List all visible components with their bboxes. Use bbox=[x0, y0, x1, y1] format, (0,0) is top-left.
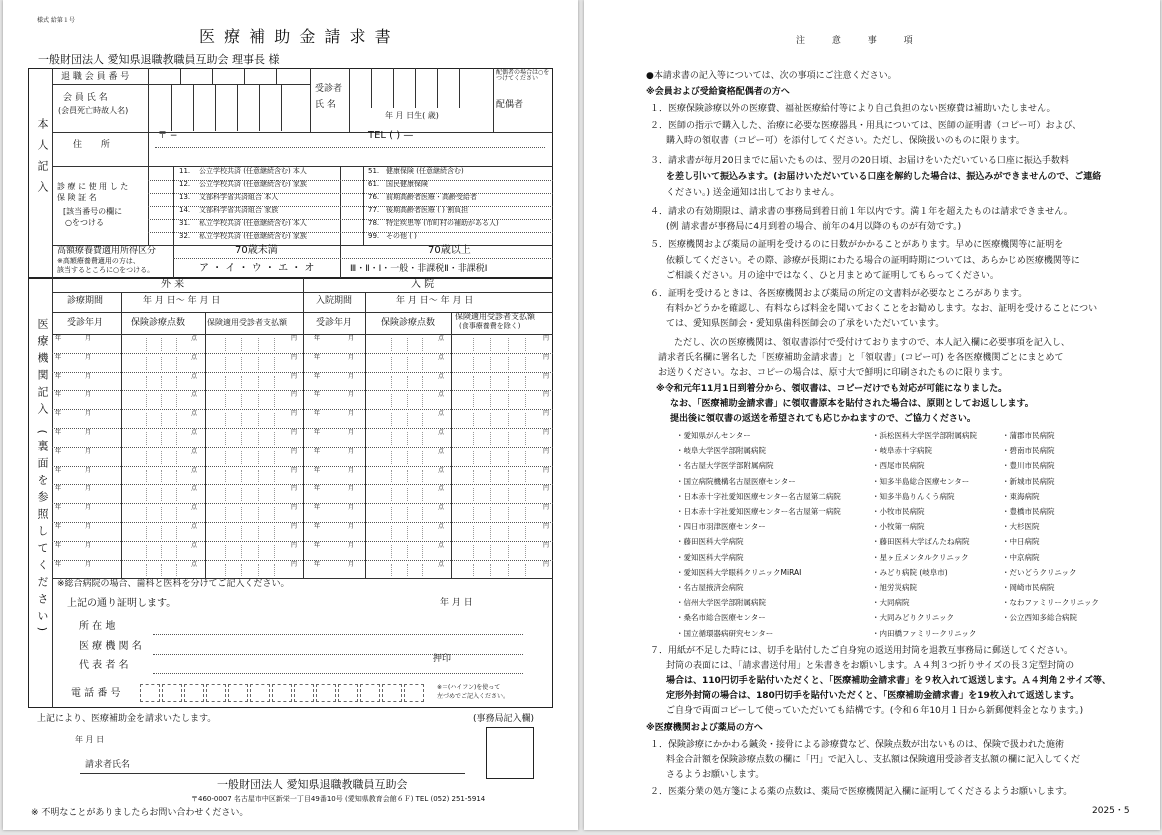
hospital-item: ・星ヶ丘メンタルクリニック bbox=[872, 552, 969, 562]
hospital-item: ・大同病院 bbox=[872, 598, 910, 608]
cell-unit: 年 bbox=[55, 391, 62, 399]
note-4: ４．請求の有効期限は、請求書の事務局到着日前１年以内です。満１年を超えたものは請求できません。 bbox=[650, 207, 1073, 217]
cell-unit: 年 bbox=[55, 353, 62, 361]
cell-unit: 点 bbox=[191, 466, 198, 474]
table-row[interactable] bbox=[52, 503, 553, 522]
cell-unit: 年 bbox=[55, 560, 62, 568]
under70-label: 70歳未満 bbox=[235, 245, 278, 256]
table-row[interactable] bbox=[52, 390, 553, 409]
cell-unit: 円 bbox=[543, 372, 550, 380]
note-6: ６．証明を受けるときは、各医療機関および薬局の所定の文書料が必要なところがあります。 bbox=[650, 289, 1028, 299]
organization-address: 〒460-0007 名古屋市中区新栄一丁目49番10号 (愛知県教育会館６Ｆ) TEL (052) 251-5914 bbox=[191, 795, 486, 803]
cell-unit: 円 bbox=[543, 560, 550, 568]
notes-page bbox=[584, 0, 1160, 830]
phone-digit-box[interactable] bbox=[294, 684, 314, 702]
cell-unit: 月 bbox=[85, 504, 92, 512]
hospital-item: ・浜松医科大学医学部附属病院 bbox=[872, 431, 977, 440]
table-row[interactable] bbox=[52, 560, 553, 579]
members-heading: ※会員および受給資格配偶者の方へ bbox=[646, 87, 790, 97]
cell-unit: 円 bbox=[291, 391, 298, 399]
member-name-note: (会員死亡時故人名) bbox=[58, 106, 129, 115]
cell-unit: 月 bbox=[348, 523, 355, 530]
side-label-honnin: 本人記入 bbox=[36, 118, 49, 202]
hospital-item: ・日本赤十字社愛知医療センター名古屋第二病院 bbox=[676, 491, 841, 501]
cell-unit: 点 bbox=[191, 391, 198, 399]
hospital-item: ・岐阜大学医学部附属病院 bbox=[676, 446, 766, 456]
note-6-return: なお、「医療補助金請求書」に領収書原本を貼付された場合は、原則としてお返しします。 bbox=[670, 399, 1034, 409]
inst-note-1-cont-2: さるようお願いします。 bbox=[666, 770, 765, 780]
phone-digit-box[interactable] bbox=[184, 684, 204, 702]
cell-unit: 円 bbox=[291, 335, 298, 342]
insurance-code[interactable]: 31. bbox=[179, 219, 191, 227]
notes-intro: ●本請求書の記入等については、次の事項にご注意ください。 bbox=[646, 71, 897, 81]
cell-unit: 点 bbox=[191, 485, 198, 493]
insurance-option: 私立学校共済 (任意継続含む) 家族 bbox=[199, 232, 307, 240]
note-3-cont-2: ください。) 送金通知は出しておりません。 bbox=[666, 188, 840, 198]
cell-unit: 点 bbox=[191, 429, 198, 436]
date-of-birth: 年 月 日生( 歳) bbox=[385, 111, 439, 120]
note-7-cont-4: ご自身で両面コピーして使っていただいても結構です。(令和６年10月１日から新郵便料金となります。) bbox=[666, 706, 1084, 716]
cell-unit: 年 bbox=[55, 447, 62, 455]
note-6-exception: ただし、次の医療機関は、領収書添付で受付けておりますので、本人記入欄に必要事項を記入し、 bbox=[674, 338, 1070, 348]
cell-unit: 点 bbox=[438, 410, 445, 418]
cell-unit: 月 bbox=[348, 429, 355, 436]
insurance-option: 公立学校共済 (任意継続含む) 本人 bbox=[199, 167, 307, 175]
phone-digit-box[interactable] bbox=[360, 684, 380, 702]
cell-unit: 月 bbox=[85, 391, 92, 399]
insurance-code[interactable]: 11. bbox=[179, 167, 191, 175]
table-row[interactable] bbox=[52, 541, 553, 560]
hospital-item: ・豊川市民病院 bbox=[1002, 461, 1055, 471]
hospital-item: ・名古屋掖済会病院 bbox=[676, 583, 744, 592]
col-header-points: 保険診療点数 bbox=[131, 318, 186, 328]
table-row[interactable] bbox=[52, 447, 553, 466]
under70-options[interactable]: ア ・ イ ・ ウ ・ エ ・ オ bbox=[199, 263, 315, 274]
col-header-month-in: 受診年月 bbox=[316, 318, 353, 328]
side-label-iryo: 医療機関記入 (裏面を参照してください) bbox=[36, 318, 49, 638]
cell-unit: 点 bbox=[191, 372, 198, 380]
note-6-exception-2: 請求者氏名欄に署名した「医療補助金請求書」と「領収書」(コピー可) を各医療機関ごとにまとめて bbox=[658, 353, 1064, 363]
cell-unit: 点 bbox=[438, 466, 445, 474]
cell-unit: 年 bbox=[314, 504, 321, 512]
cell-unit: 年 bbox=[314, 541, 321, 549]
cell-unit: 点 bbox=[191, 447, 198, 455]
claimant-label: 請求者氏名 bbox=[85, 760, 131, 770]
hospital-item: ・国立病院機構名古屋医療センター bbox=[676, 476, 796, 486]
phone-digit-box[interactable] bbox=[272, 684, 292, 702]
member-name-input[interactable] bbox=[149, 85, 309, 131]
cell-unit: 月 bbox=[85, 466, 92, 474]
admission-period-label: 入院期間 bbox=[316, 296, 353, 306]
office-label: (事務局記入欄) bbox=[473, 714, 535, 724]
cell-unit: 円 bbox=[291, 560, 298, 568]
income-label: 高額療養費適用所得区分 bbox=[57, 246, 157, 256]
hospital-item: ・小牧市民病院 bbox=[872, 507, 925, 516]
hyphen-note: ※＝(ハイフン)を使って bbox=[437, 684, 501, 691]
cell-unit: 円 bbox=[543, 447, 550, 455]
cell-unit: 点 bbox=[191, 353, 198, 361]
cell-unit: 点 bbox=[438, 391, 445, 399]
cell-unit: 月 bbox=[348, 466, 355, 474]
insurance-option: 公立学校共済 (任意継続含む) 家族 bbox=[199, 180, 307, 188]
col-header-points-in: 保険診療点数 bbox=[381, 318, 436, 328]
cell-unit: 月 bbox=[348, 372, 355, 380]
certify-text: 上記の通り証明します。 bbox=[67, 598, 177, 609]
representative-label: 代 表 者 名 bbox=[79, 660, 129, 671]
insurance-instruction-2: ○をつける bbox=[65, 218, 104, 227]
income-note-2: 該当するところに○をつける。 bbox=[57, 266, 155, 274]
member-number-input[interactable] bbox=[148, 68, 310, 84]
cell-unit: 月 bbox=[85, 447, 92, 455]
phone-digit-box[interactable] bbox=[338, 684, 358, 702]
cell-unit: 円 bbox=[291, 523, 298, 530]
note-5: ５．医療機関および薬局の証明を受けるのに日数がかかることがあります。早めに医療機関等に証明を bbox=[650, 240, 1064, 250]
office-box bbox=[486, 727, 534, 779]
hospital-item: ・中日病院 bbox=[1002, 537, 1040, 547]
hospital-item: ・四日市羽津医療センター bbox=[676, 522, 766, 532]
cell-unit: 月 bbox=[85, 485, 92, 493]
note-4-example: (例 請求書が事務局に4月到着の場合、前年の4月以降のものが有効です。) bbox=[666, 222, 962, 232]
cell-unit: 点 bbox=[438, 353, 445, 361]
col-header-month: 受診年月 bbox=[67, 318, 104, 328]
cell-unit: 円 bbox=[291, 504, 298, 512]
hospital-item: ・碧南市民病院 bbox=[1002, 446, 1055, 456]
cell-unit: 年 bbox=[55, 541, 62, 549]
note-2-cont: 購入時の領収書（コピー可）を添付してください。ただし、保険扱いのものに限ります。 bbox=[666, 136, 1025, 146]
cell-unit: 点 bbox=[191, 504, 198, 512]
cell-unit: 円 bbox=[543, 391, 550, 399]
insurance-option: 文部科学省共済組合 本人 bbox=[199, 193, 279, 201]
cell-unit: 年 bbox=[314, 485, 321, 493]
cell-unit: 点 bbox=[438, 485, 445, 493]
note-3: ３．請求書が毎月20日までに届いたものは、翌月の20日頃、お届けをいただいている口座に振込手数料 bbox=[650, 156, 1069, 166]
cell-unit: 月 bbox=[85, 541, 92, 549]
cell-unit: 点 bbox=[191, 410, 198, 418]
insurance-label-2: 保 険 証 名 bbox=[57, 193, 97, 202]
phone-digit-box[interactable] bbox=[162, 684, 182, 702]
insurance-code[interactable]: 32. bbox=[179, 232, 191, 240]
phone-label: 電 話 番 号 bbox=[71, 688, 121, 699]
cell-unit: 点 bbox=[438, 372, 445, 380]
cell-unit: 月 bbox=[348, 353, 355, 361]
addressee: 一般財団法人 愛知県退職教職員互助会 理事長 様 bbox=[38, 53, 280, 66]
hospital-item: ・小牧第一病院 bbox=[872, 522, 925, 532]
institutions-heading: ※医療機関および薬局の方へ bbox=[646, 723, 763, 733]
address-label: 住 所 bbox=[73, 140, 118, 150]
insurance-option: 後期高齢者医療 ( ) 割負担 bbox=[386, 206, 469, 214]
cell-unit: 円 bbox=[291, 485, 298, 493]
hospital-item: ・藤田医科大学病院 bbox=[676, 537, 744, 547]
cell-unit: 点 bbox=[438, 447, 445, 455]
note-1: １．医療保険診療以外の医療費、福祉医療給付等により自己負担のない医療費は補助いたしません。 bbox=[650, 104, 1056, 114]
insurance-code[interactable]: 12. bbox=[179, 180, 191, 188]
cell-unit: 年 bbox=[314, 353, 321, 361]
cell-unit: 点 bbox=[438, 560, 445, 568]
hospital-item: ・知多半島りんくう病院 bbox=[872, 491, 955, 501]
hospital-item: ・愛知医科大学眼科クリニックMiRAI bbox=[676, 567, 802, 577]
hospital-item: ・なわファミリークリニック bbox=[1002, 598, 1099, 608]
cell-unit: 円 bbox=[291, 541, 298, 549]
hospital-item: ・名古屋大学医学部附属病院 bbox=[676, 461, 774, 471]
insurance-code[interactable]: 99. bbox=[368, 232, 380, 240]
form-number: 様式 給第１号 bbox=[37, 17, 75, 24]
table-row[interactable] bbox=[52, 334, 553, 353]
insurance-code[interactable]: 14. bbox=[179, 206, 191, 214]
insurance-option: 前期高齢者医療・高齢受給者 bbox=[386, 193, 477, 201]
note-5-cont-2: ご相談ください。月の途中ではなく、ひと月まとめて証明してもらってください。 bbox=[666, 271, 999, 281]
note-7-cont-2: 場合は、110円切手を貼付いただくと、「医療補助金請求書」を９枚入れて返送します。Ａ４判角２サイズ等、 bbox=[666, 676, 1111, 686]
claim-form-page bbox=[3, 0, 578, 830]
cell-unit: 点 bbox=[191, 541, 198, 549]
cell-unit: 年 bbox=[55, 523, 62, 530]
cell-unit: 年 bbox=[314, 447, 321, 455]
hospital-item: ・旭労災病院 bbox=[872, 583, 917, 592]
inpatient-label: 入 院 bbox=[411, 279, 435, 290]
cell-unit: 年 bbox=[314, 372, 321, 380]
request-date[interactable]: 年 月 日 bbox=[75, 735, 105, 744]
hospital-item: ・岐阜赤十字病院 bbox=[872, 446, 932, 456]
request-text: 上記により、医療補助金を請求いたします。 bbox=[37, 714, 217, 724]
insurance-code[interactable]: 51. bbox=[368, 167, 380, 175]
hospital-item: ・内田橋ファミリークリニック bbox=[872, 628, 977, 638]
cell-unit: 円 bbox=[291, 466, 298, 474]
phone-digit-box[interactable] bbox=[316, 684, 336, 702]
hospital-item: ・西尾市民病院 bbox=[872, 461, 925, 471]
address-input[interactable] bbox=[149, 148, 549, 165]
cell-unit: 円 bbox=[543, 523, 550, 530]
cell-unit: 円 bbox=[543, 429, 550, 436]
col-header-payment-in: 保険適用受診者支払額 bbox=[455, 312, 535, 321]
hospital-item: ・東海病院 bbox=[1002, 491, 1040, 501]
cell-unit: 年 bbox=[314, 523, 321, 530]
note-6-cooperation: 提出後に領収書の返送を希望されても応じかねますので、ご協力ください。 bbox=[670, 414, 976, 424]
insurance-label: 診 療 に 使 用 し た bbox=[57, 182, 129, 191]
insurance-option: 私立学校共済 (任意継続含む) 本人 bbox=[199, 219, 307, 227]
postal-code[interactable]: 〒 − bbox=[158, 131, 178, 141]
cell-unit: 年 bbox=[314, 335, 321, 342]
cell-unit: 月 bbox=[85, 429, 92, 436]
seal-label: 押印 bbox=[433, 654, 452, 664]
cell-unit: 円 bbox=[291, 353, 298, 361]
note-7-cont: 封筒の表面には、「請求書送付用」と朱書きをお願いします。Ａ４判３つ折りサイズの長３定型封筒の bbox=[666, 661, 1075, 671]
note-6-exception-3: お送りください。なお、コピーの場合は、原寸大で鮮明に印刷されたものに限ります。 bbox=[658, 368, 1008, 378]
outpatient-label: 外 来 bbox=[161, 279, 185, 290]
cell-unit: 円 bbox=[543, 541, 550, 549]
income-note: ※高額療養費適用の方は、 bbox=[57, 257, 140, 265]
insurance-code[interactable]: 61. bbox=[368, 180, 380, 188]
cell-unit: 円 bbox=[291, 372, 298, 380]
cell-unit: 円 bbox=[291, 410, 298, 418]
note-7: ７．用紙が不足した時には、切手を貼付したご自身宛の返送用封筒を退教互事務局に郵送してください。 bbox=[650, 646, 1074, 656]
outpatient-period[interactable]: 年 月 日〜 年 月 日 bbox=[143, 296, 221, 306]
hospital-item: ・岡崎市民病院 bbox=[1002, 583, 1055, 592]
hospital-item: ・大同みどりクリニック bbox=[872, 613, 955, 623]
issue-date: 2025・5 bbox=[1092, 806, 1130, 816]
cell-unit: 年 bbox=[314, 560, 321, 568]
insurance-option: 健康保険 (任意継続含む) bbox=[386, 167, 464, 175]
insurance-instruction: [該当番号の欄に bbox=[63, 207, 123, 216]
cell-unit: 点 bbox=[438, 504, 445, 512]
insurance-code[interactable]: 77. bbox=[368, 206, 380, 214]
cell-unit: 月 bbox=[85, 335, 92, 342]
hospital-item: ・信州大学医学部附属病院 bbox=[676, 598, 766, 608]
recipient-label: 受診者 bbox=[315, 84, 343, 94]
cell-unit: 年 bbox=[55, 372, 62, 380]
hospital-item: ・みどり病院 (岐阜市) bbox=[872, 567, 948, 577]
table-row[interactable] bbox=[52, 522, 553, 541]
cell-unit: 年 bbox=[55, 485, 62, 493]
cell-unit: 円 bbox=[291, 429, 298, 436]
cell-unit: 点 bbox=[191, 560, 198, 568]
location-label: 所 在 地 bbox=[79, 621, 116, 632]
cell-unit: 円 bbox=[543, 485, 550, 493]
hospital-item: ・桑名市総合医療センター bbox=[676, 613, 766, 623]
spouse-note: 配偶者の場合は○をつけてください bbox=[496, 69, 550, 83]
cell-unit: 円 bbox=[543, 335, 550, 342]
cell-unit: 月 bbox=[348, 391, 355, 399]
phone-digit-box[interactable] bbox=[140, 684, 160, 702]
phone-digit-box[interactable] bbox=[250, 684, 270, 702]
cell-unit: 円 bbox=[543, 504, 550, 512]
hospital-item: ・中京病院 bbox=[1002, 552, 1040, 562]
hospital-item: ・知多半島総合医療センター bbox=[872, 476, 970, 486]
phone-digit-box[interactable] bbox=[404, 684, 424, 702]
certify-date[interactable]: 年 月 日 bbox=[440, 598, 473, 608]
insurance-code[interactable]: 78. bbox=[368, 219, 380, 227]
notes-title: 注 意 事 項 bbox=[796, 36, 925, 46]
cell-unit: 年 bbox=[55, 335, 62, 342]
note-5-cont: 依頼してください。その際、診療が長期にわたる場合の証明時期については、あらかじめ医療機関等に bbox=[666, 256, 1080, 266]
cell-unit: 年 bbox=[55, 504, 62, 512]
hospital-item: ・愛知医科大学病院 bbox=[676, 552, 744, 562]
cell-unit: 点 bbox=[438, 541, 445, 549]
cell-unit: 円 bbox=[291, 447, 298, 455]
cell-unit: 月 bbox=[348, 447, 355, 455]
inst-note-2: ２．医薬分業の処方箋による薬の点数は、薬局で医療機関記入欄に証明してくださるようお願いします。 bbox=[650, 787, 1073, 797]
cell-unit: 点 bbox=[191, 523, 198, 530]
cell-unit: 月 bbox=[85, 560, 92, 568]
phone-digit-box[interactable] bbox=[382, 684, 402, 702]
note-6-cont: 有料かどうかを確認し、有料ならば料金を聞いておくことをお勧めします。なお、証明を受けることについ bbox=[666, 304, 1098, 314]
table-row[interactable] bbox=[52, 372, 553, 391]
table-row[interactable] bbox=[52, 428, 553, 447]
cell-unit: 年 bbox=[55, 429, 62, 436]
cell-unit: 月 bbox=[348, 335, 355, 342]
recipient-name-input[interactable] bbox=[349, 68, 492, 108]
cell-unit: 点 bbox=[191, 335, 198, 342]
footer-note: ※ 不明なことがありましたらお問い合わせください。 bbox=[31, 808, 249, 818]
cell-unit: 点 bbox=[438, 429, 445, 436]
hospital-item: ・新城市民病院 bbox=[1002, 476, 1055, 486]
hospital-item: ・豊橋市民病院 bbox=[1002, 507, 1055, 516]
insurance-code[interactable]: 13. bbox=[179, 193, 191, 201]
recipient-name-label: 氏 名 bbox=[315, 100, 336, 110]
hyphen-note-2: 左づめでご記入ください。 bbox=[437, 693, 510, 700]
cell-unit: 月 bbox=[348, 485, 355, 493]
hospital-item: ・公立西知多総合病院 bbox=[1002, 613, 1077, 623]
institution-name-label: 医 療 機 関 名 bbox=[79, 641, 142, 652]
note-3-cont: を差し引いて振込みます。(お届けいただいている口座を解約した場合は、振込みができませんので、ご連絡 bbox=[666, 172, 1102, 182]
cell-unit: 円 bbox=[543, 410, 550, 418]
hospital-item: ・蒲郡市民病院 bbox=[1002, 431, 1055, 440]
member-name-label: 会 員 氏 名 bbox=[63, 93, 108, 103]
note-2: ２．医師の指示で購入した、治療に必要な医療器具・用具については、医師の証明書（コピー可）および、 bbox=[650, 121, 1082, 131]
table-row[interactable] bbox=[52, 409, 553, 428]
insurance-option: 国民健康保険 bbox=[386, 180, 428, 188]
outpatient-period-label: 診療期間 bbox=[67, 296, 104, 306]
admission-period[interactable]: 年 月 日〜 年 月 日 bbox=[396, 296, 474, 306]
cell-unit: 月 bbox=[348, 410, 355, 418]
table-row[interactable] bbox=[52, 484, 553, 503]
phone-digit-box[interactable] bbox=[228, 684, 248, 702]
cell-unit: 年 bbox=[314, 391, 321, 399]
col-header-payment: 保険適用受診者支払額 bbox=[207, 318, 287, 327]
insurance-code[interactable]: 76. bbox=[368, 193, 380, 201]
cell-unit: 年 bbox=[55, 410, 62, 418]
over70-options[interactable]: Ⅲ・Ⅱ・Ⅰ・一般・非課税Ⅱ・非課税Ⅰ bbox=[350, 264, 488, 274]
over70-label: 70歳以上 bbox=[428, 245, 471, 256]
note-6-cont-2: ては、愛知県医師会・愛知県歯科医師会の了承をいただいています。 bbox=[666, 319, 945, 329]
tel-input[interactable]: TEL ( ) — bbox=[368, 130, 414, 141]
member-number-label: 退 職 会 員 番 号 bbox=[61, 72, 130, 82]
cell-unit: 月 bbox=[348, 541, 355, 549]
cell-unit: 月 bbox=[85, 353, 92, 361]
cell-unit: 月 bbox=[85, 372, 92, 380]
hospital-item: ・愛知県がんセンター bbox=[676, 431, 751, 440]
inst-note-1: １．保険診療にかかわる鍼灸・接骨による診療費など、保険点数が出ないものは、保険で扱われた施術 bbox=[650, 740, 1065, 750]
cell-unit: 円 bbox=[543, 466, 550, 474]
hospital-item: ・大杉医院 bbox=[1002, 522, 1040, 532]
hospital-item: ・だいどうクリニック bbox=[1002, 567, 1077, 577]
col-header-payment-in-note: (食事療養費を除く) bbox=[459, 322, 521, 330]
hospital-item: ・日本赤十字社愛知医療センター名古屋第一病院 bbox=[676, 507, 841, 516]
general-hospital-note: ※総合病院の場合、歯科と医科を分けてご記入ください。 bbox=[57, 579, 290, 589]
cell-unit: 年 bbox=[314, 429, 321, 436]
cell-unit: 円 bbox=[543, 353, 550, 361]
cell-unit: 年 bbox=[55, 466, 62, 474]
organization-name: 一般財団法人 愛知県退職教職員互助会 bbox=[217, 778, 408, 791]
cell-unit: 月 bbox=[85, 410, 92, 418]
table-row[interactable] bbox=[52, 353, 553, 372]
cell-unit: 年 bbox=[314, 466, 321, 474]
form-title: 医 療 補 助 金 請 求 書 bbox=[199, 27, 393, 46]
cell-unit: 年 bbox=[314, 410, 321, 418]
hospital-item: ・藤田医科大学ばんたね病院 bbox=[872, 537, 970, 547]
note-6-copy-ok: ※令和元年11月1日到着分から、領収書は、コピーだけでも対応が可能になりました。 bbox=[656, 384, 1008, 394]
insurance-option: 文部科学省共済組合 家族 bbox=[199, 206, 279, 214]
insurance-option: その他 ( ) bbox=[386, 232, 417, 240]
cell-unit: 月 bbox=[348, 504, 355, 512]
cell-unit: 月 bbox=[85, 523, 92, 530]
insurance-option: 特定疾患等 (市町村の補助がある人) bbox=[386, 219, 499, 227]
cell-unit: 点 bbox=[438, 335, 445, 342]
inst-note-1-cont: 料金合計額を保険診療点数の欄に「円」で記入し、支払額は保険適用受診者支払額の欄に記入してくだ bbox=[666, 755, 1081, 765]
cell-unit: 点 bbox=[438, 523, 445, 530]
note-7-cont-3: 定形外封筒の場合は、180円切手を貼付いただくと、「医療補助金請求書」を19枚入れて返送します。 bbox=[666, 691, 1080, 701]
hospital-item: ・国立循環器病研究センター bbox=[676, 628, 774, 638]
cell-unit: 月 bbox=[348, 560, 355, 568]
table-row[interactable] bbox=[52, 466, 553, 485]
phone-digit-box[interactable] bbox=[206, 684, 226, 702]
spouse-checkbox[interactable]: 配偶者 bbox=[496, 100, 524, 110]
